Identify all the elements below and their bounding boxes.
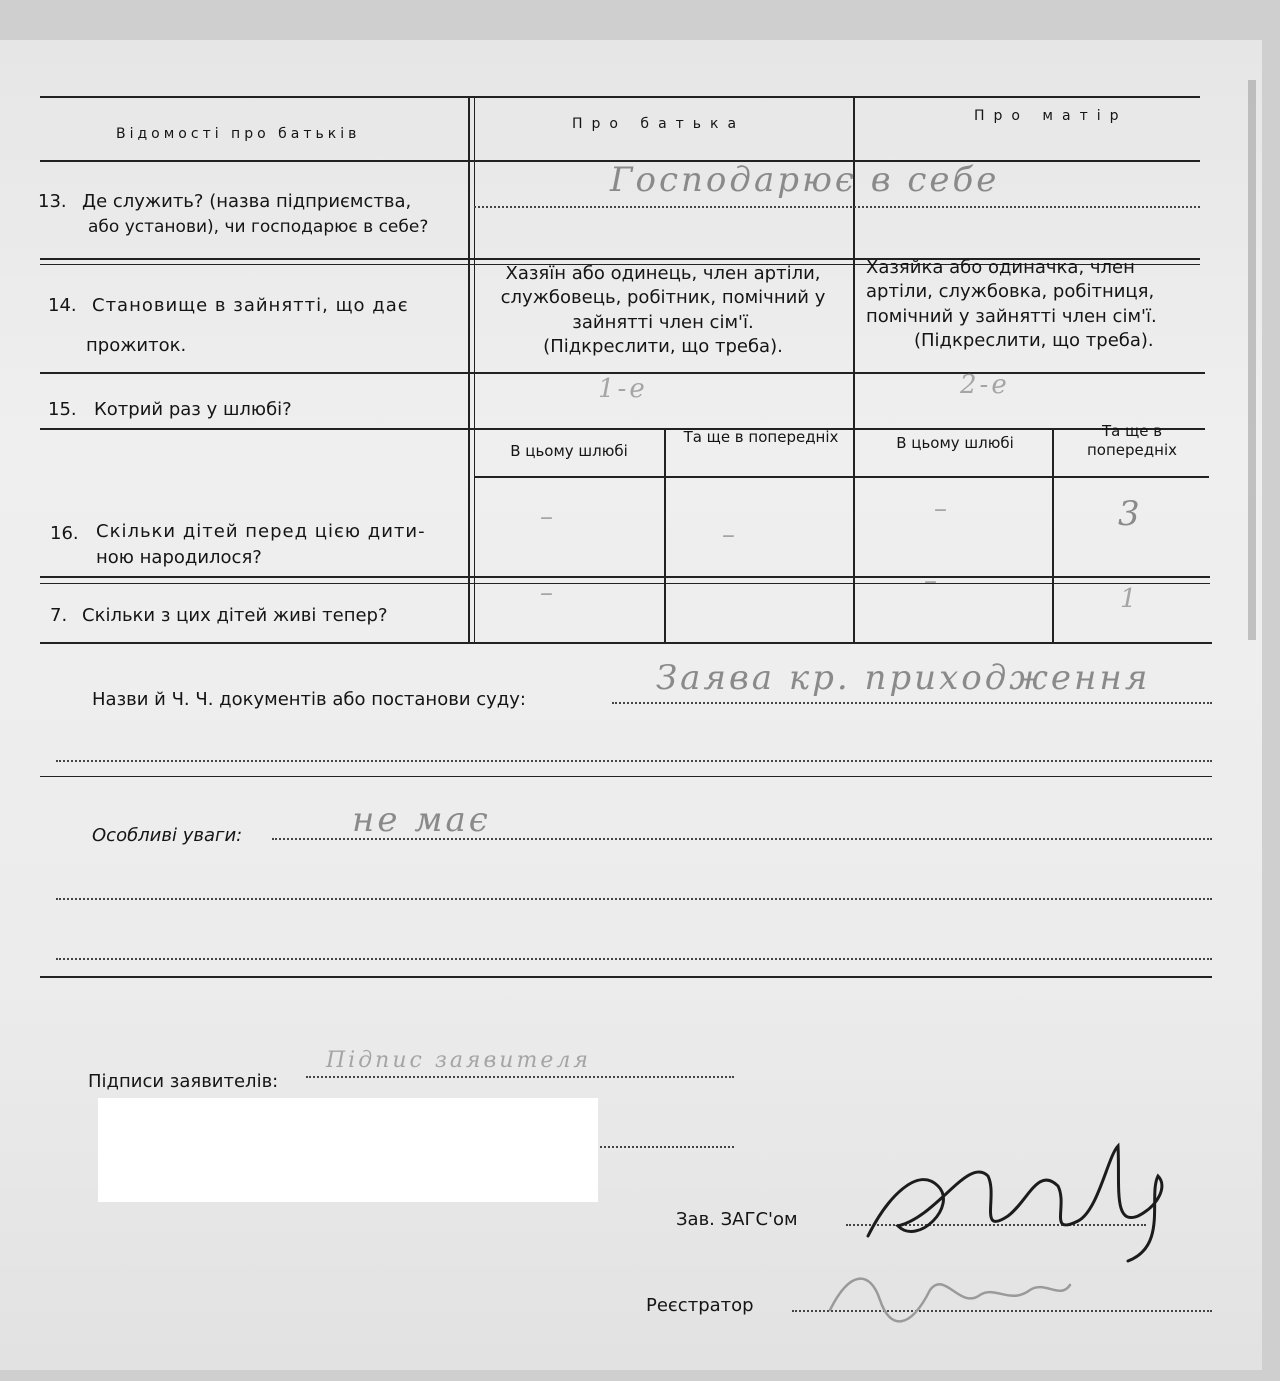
notes-line-2 (56, 898, 1212, 900)
q17-mother-prev: 1 (1120, 584, 1140, 614)
paper-edge (1248, 80, 1256, 640)
q16-father-this-marriage-header: В цьому шлюбі (510, 442, 628, 460)
q16-father-previous-header: Та ще в попередніх (683, 428, 839, 446)
redacted-area (98, 1098, 598, 1202)
q17-number: 7. (50, 605, 68, 626)
father-subcolumn-divider (664, 428, 666, 642)
q14-father-note: (Підкреслити, що треба). (543, 335, 783, 357)
row16-bottom-border (40, 576, 1210, 578)
applicants-line-2 (600, 1146, 734, 1148)
parents-column-divider (468, 96, 470, 642)
row17-top-border (40, 583, 1210, 584)
notes-line-3 (56, 958, 1212, 960)
documents-bottom-border (40, 776, 1212, 777)
registrar-label: Реєстратор (646, 1295, 754, 1316)
q16-mother-this-marriage-header: В цьому шлюбі (896, 434, 1014, 452)
applicants-line-1 (306, 1076, 734, 1078)
mother-subcolumn-divider (1052, 428, 1054, 642)
q15-number: 15. (48, 399, 77, 420)
q16-number: 16. (50, 523, 79, 544)
documents-line-2 (56, 760, 1212, 762)
q14-mother-note: (Підкреслити, що треба). (914, 329, 1154, 351)
q16-label-line2: ною народилося? (96, 547, 262, 568)
q13-label-line2: або установи), чи господарює в себе? (88, 217, 429, 237)
q16-father-prev: – (722, 520, 738, 550)
q13-answer-line (474, 206, 1200, 208)
documents-handwriting: Заява кр. приходження (656, 658, 1151, 698)
applicants-signature-label: Підписи заявителів: (88, 1071, 279, 1092)
documents-label: Назви й Ч. Ч. документів або постанови суду: (92, 689, 526, 710)
header-about-mother: Про матір (974, 108, 1128, 124)
applicants-handwriting: Підпис заявителя (326, 1048, 591, 1073)
zags-head-label: Зав. ЗАГС'ом (676, 1209, 798, 1230)
q16-label-line1: Скільки дітей перед цією дити- (96, 521, 426, 542)
q16-mother-previous-header: Та ще в попередніх (1087, 422, 1177, 459)
notes-label: Особливі уваги: (92, 825, 243, 846)
registrar-signature (820, 1250, 1080, 1340)
q13-number: 13. (38, 191, 67, 212)
q17-label: Скільки з цих дітей живі тепер? (82, 605, 388, 626)
header-parents-info: Відомості про батьків (116, 126, 361, 142)
q17-father-this: – (540, 578, 556, 608)
documents-line-1 (612, 702, 1212, 704)
q14-father-option-text: Хазяїн або одинець, член артіли, службовець, робітник, помічний у зайнятті член сім'ї. (500, 263, 826, 333)
q17-mother-this: – (924, 566, 940, 596)
q14-father-options (484, 262, 842, 359)
q14-mother-option-text: Хазяйка або одиначка, член артіли, службовка, робітниця, помічний у зайнятті член сім'ї. (866, 257, 1157, 327)
notes-bottom-border (40, 976, 1212, 978)
q14-label-line2: прожиток. (86, 335, 187, 356)
table-bottom-border (40, 642, 1212, 644)
q14-number: 14. (48, 295, 77, 316)
row16-subheader-border (474, 476, 1209, 478)
q15-label: Котрий раз у шлюбі? (94, 399, 292, 420)
row15-bottom-border (40, 428, 1205, 430)
table-top-border (40, 96, 1200, 98)
notes-handwriting: не має (352, 800, 491, 840)
q15-father-value: 1-е (598, 374, 648, 404)
header-about-father: Про батька (572, 116, 746, 132)
q13-label-line1: Де служить? (назва підприємства, (82, 191, 412, 212)
q16-mother-prev: 3 (1118, 494, 1143, 534)
q16-mother-this: – (934, 494, 950, 524)
q14-mother-options (866, 256, 1200, 353)
q16-father-this: – (540, 502, 556, 532)
q13-father-handwriting: Господарює в себе (610, 160, 1000, 200)
q14-label-line1: Становище в зайнятті, що дає (92, 295, 409, 316)
q15-mother-value: 2-е (960, 370, 1010, 400)
parents-column-divider-inner (474, 96, 475, 642)
